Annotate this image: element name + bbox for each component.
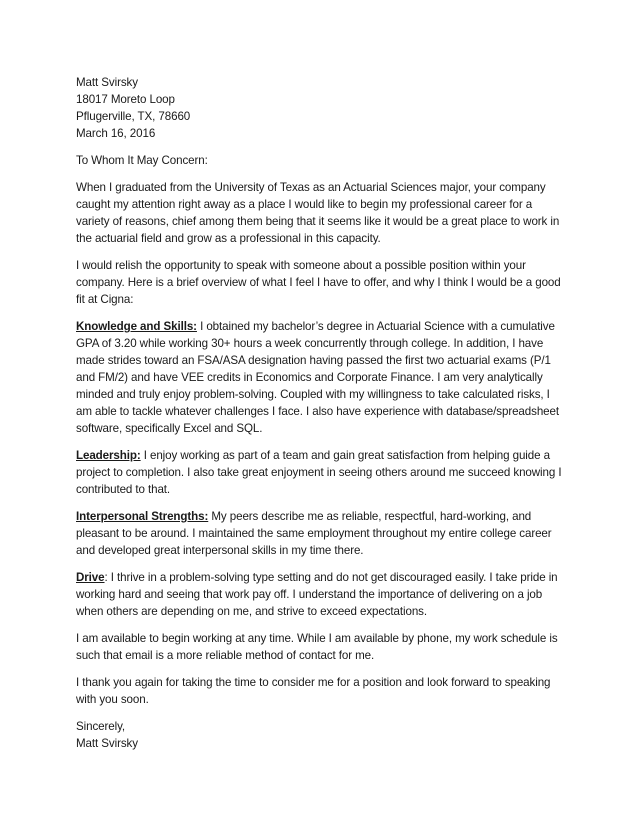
section-body: I obtained my bachelor’s degree in Actuarial Science with a cumulative GPA of 3.20 while working 30+ hours a week concurrently through college. In addition, I have made strides toward an FSA/ASA designation having passed the first two actuarial exams (P/1 and FM/2) and have VEE credits in Economics and Corporate Finance. I am very analytically minded and truly enjoy problem-solving. Coupled with my willingness to take calculated risks, I am able to tackle whatever challenges I face. I also have experience with database/spreadsheet software, specifically Excel and SQL. bbox=[76, 320, 559, 435]
intro-paragraph: When I graduated from the University of Texas as an Actuarial Sciences major, your company caught my attention right away as a place I would like to begin my professional career for a variety of reasons, chief among them being that it seems like it would be a great place to work in the actuarial field and grow as a professional in this capacity. bbox=[76, 181, 560, 245]
section-heading: Leadership: bbox=[76, 449, 141, 462]
section-body: : I thrive in a problem-solving type setting and do not get discouraged easily. I take pride in working hard and seeing that work pay off. I understand the importance of delivering on a job when others are depending on me, and strive to exceed expectations. bbox=[76, 571, 558, 618]
section-body: My peers describe me as reliable, respectful, hard-working, and pleasant to be around. I maintained the same employment throughout my entire college career and developed great interpersonal skills in my time there. bbox=[76, 510, 552, 557]
section-heading: Drive bbox=[76, 571, 105, 584]
valediction: Sincerely, bbox=[76, 720, 126, 733]
section-heading: Knowledge and Skills: bbox=[76, 320, 197, 333]
cover-letter bbox=[76, 74, 566, 752]
sender-address-block bbox=[76, 74, 566, 142]
closing-block bbox=[76, 718, 566, 752]
letter-date: March 16, 2016 bbox=[76, 127, 156, 140]
section-leadership bbox=[76, 447, 566, 498]
section-body: I enjoy working as part of a team and gain great satisfaction from helping guide a project to completion. I also take great enjoyment in seeing others around me succeed knowing I contributed to that. bbox=[76, 449, 562, 496]
sender-city-line: Pflugerville, TX, 78660 bbox=[76, 110, 191, 123]
section-interpersonal-strengths bbox=[76, 508, 566, 559]
section-heading: Interpersonal Strengths: bbox=[76, 510, 209, 523]
salutation: To Whom It May Concern: bbox=[76, 154, 208, 167]
sender-street: 18017 Moreto Loop bbox=[76, 93, 175, 106]
signature-name: Matt Svirsky bbox=[76, 737, 138, 750]
section-drive bbox=[76, 569, 566, 620]
availability-paragraph: I am available to begin working at any time. While I am available by phone, my work schedule is such that email is a more reliable method of contact for me. bbox=[76, 632, 558, 662]
opportunity-paragraph: I would relish the opportunity to speak with someone about a possible position within your company. Here is a brief overview of what I feel I have to offer, and why I think I would be a good fit at Cigna: bbox=[76, 259, 561, 306]
section-knowledge-skills bbox=[76, 318, 566, 437]
thanks-paragraph: I thank you again for taking the time to consider me for a position and look forward to speaking with you soon. bbox=[76, 676, 551, 706]
sender-name: Matt Svirsky bbox=[76, 76, 138, 89]
